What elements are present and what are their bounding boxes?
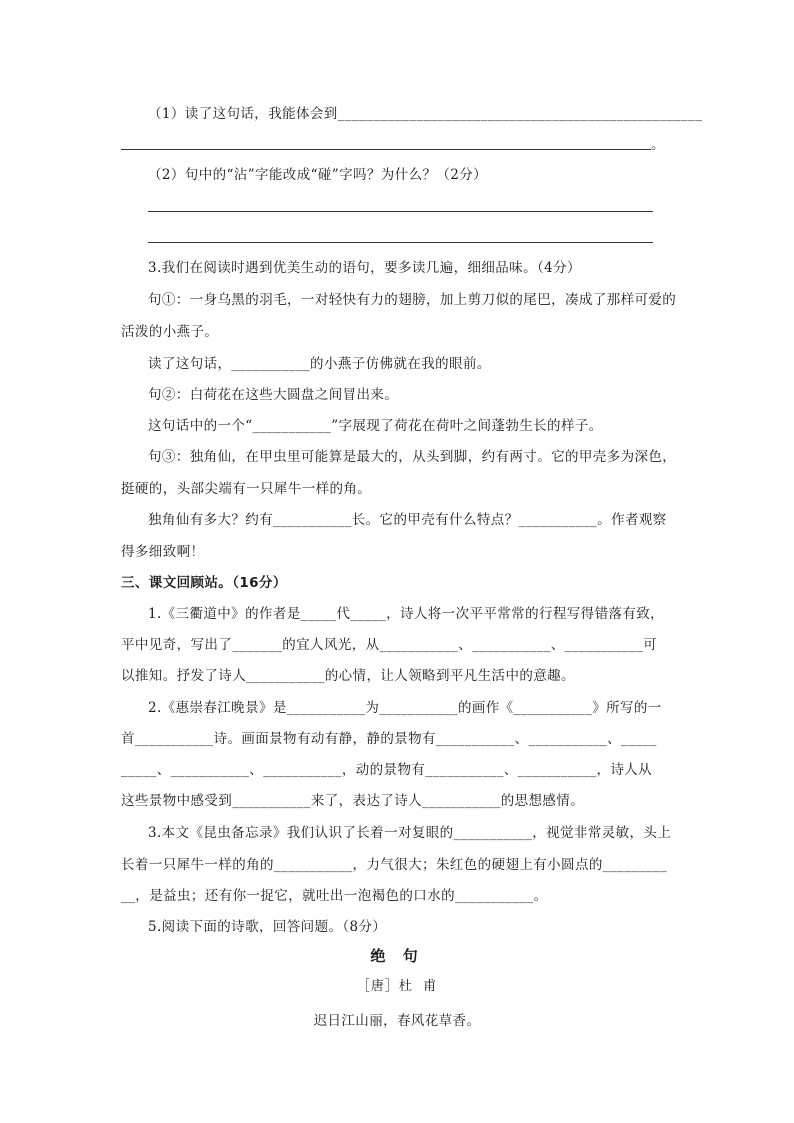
section3-p3-line1: 3.本文《昆虫备忘录》我们认识了长着一对复眼的___________，视觉非常灵敏，头上 [148,825,672,841]
q2-answer-blank-2[interactable] [148,242,653,243]
section3-p2-line4: 这些景物中感受到___________来了，表达了诗人___________的思想感情。 [121,793,585,809]
section3-p2-line2: 首___________诗。画面景物有动有静，静的景物有___________、___________、_____ [121,731,657,747]
q1-answer-blank[interactable] [121,149,651,150]
poem-line1: 迟日江山丽，春风花草香。 [313,1013,481,1029]
section3-p3-line3: __，是益虫；还有你一捉它，就吐出一泡褐色的口水的___________。 [121,888,548,904]
section3-p1-line2: 平中见奇，写出了_______的宜人风光，从___________、___________、___________可 [121,637,658,653]
q3-sentence3-task-line1: 独角仙有多大？约有___________长。它的甲壳有什么特点？___________。作者观察 [148,512,667,528]
q2-question: （2）句中的“沾”字能改成“碰”字吗？为什么？（2分） [148,167,488,183]
q1-line1: （1）读了这句话，我能体会到___________________________________________________ [148,106,703,122]
q3-sentence1-line2: 活泼的小燕子。 [121,324,219,340]
q3-sentence2-task: 这句话中的一个“___________”字展现了荷花在荷叶之间蓬勃生长的样子。 [148,418,603,434]
q3-sentence1-line1: 句①：一身乌黑的羽毛，一对轻快有力的翅膀，加上剪刀似的尾巴，凑成了那样可爱的 [148,292,677,308]
section3-heading: 三、课文回顾站。（16分） [121,575,287,591]
q3-sentence1-task: 读了这句话，___________的小燕子仿佛就在我的眼前。 [148,356,491,372]
section3-p2-line1: 2.《惠崇春江晚景》是___________为___________的画作《___________》所写的一 [148,700,662,716]
q1-line2-end: 。 [651,137,665,153]
q3-sentence2: 句②：白荷花在这些大圆盘之间冒出来。 [148,387,399,403]
section3-p2-line3: _____、___________、___________，动的景物有___________、___________，诗人从 [121,762,653,778]
q3-sentence3-line1: 句③：独角仙，在甲虫里可能算是最大的，从头到脚，约有两寸。它的甲壳多为深色， [148,449,677,465]
q3-sentence3-line2: 挺硬的，头部尖端有一只犀牛一样的角。 [121,481,372,497]
section3-p5: 5.阅读下面的诗歌，回答问题。（8分） [148,919,387,935]
poem-author: ［唐］杜 甫 [356,979,438,994]
q2-answer-blank-1[interactable] [148,211,653,212]
section3-p1-line3: 以推知。抒发了诗人___________的心情，让人领略到平凡生活中的意趣。 [121,668,575,684]
poem-title: 绝 句 [370,947,424,965]
q3-intro: 3.我们在阅读时遇到优美生动的语句，要多读几遍，细细品味。（4分） [148,260,581,276]
q3-sentence3-task-line2: 得多细致啊！ [121,544,205,560]
section3-p3-line2: 长着一只犀牛一样的角的___________，力气很大；朱红色的硬翅上有小圆点的_________ [121,857,668,873]
section3-p1-line1: 1.《三衢道中》的作者是_____代_____，诗人将一次平平常常的行程写得错落有致， [148,606,665,622]
